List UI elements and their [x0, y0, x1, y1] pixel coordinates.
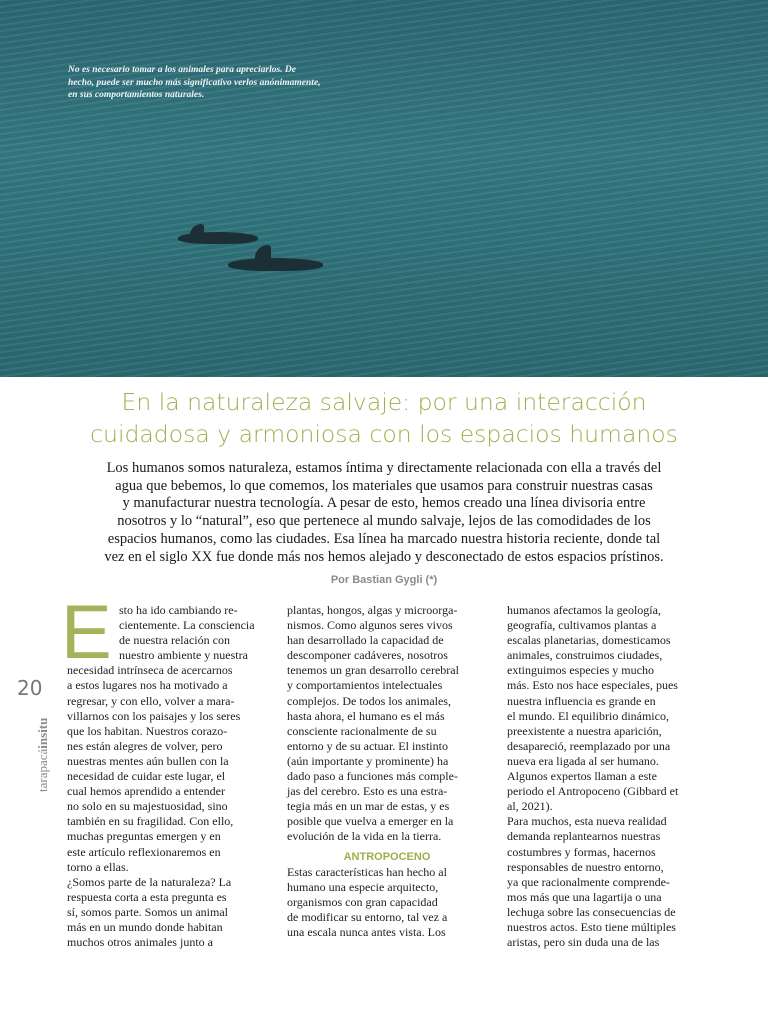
text-line: Para muchos, esta nueva realidad [507, 814, 667, 829]
caption-line: hecho, puede ser mucho más significativo verlos anónimamente, [68, 77, 321, 88]
text-line: entorno y de su actuar. El instinto [287, 738, 448, 753]
text-line: geografía, cultivamos plantas a [507, 618, 657, 633]
title-line: cuidadosa y armoniosa con los espacios humanos [90, 420, 678, 448]
text-line: dado paso a funciones más comple- [287, 769, 458, 784]
text-line: nuestros actos. Esto tiene múltiples [507, 919, 676, 934]
text-line: jas del cerebro. Esto es una estra- [287, 784, 448, 799]
magazine-name-light: tarapacá [35, 748, 50, 792]
text-line: nueva era ligada al ser humano. [507, 753, 659, 768]
text-line: evolución de la vida en la tierra. [287, 829, 442, 844]
article-title [0, 386, 768, 450]
section-heading: ANTROPOCENO [343, 850, 431, 863]
text-line: agua que bebemos, lo que comemos, los materiales que usamos para construir nuestras casas [115, 477, 653, 494]
text-line: el mundo. El equilibrio dinámico, [507, 708, 669, 723]
text-line: nuestro ambiente y nuestra [119, 648, 248, 663]
text-line: Estas características han hecho al [287, 864, 447, 879]
text-line: que los habitan. Nuestros corazo- [67, 723, 228, 738]
text-line: organismos con gran capacidad [287, 894, 438, 909]
article-header [0, 386, 768, 586]
text-line: ya que racionalmente comprende- [507, 874, 670, 889]
text-line: extinguimos especies y mucho [507, 663, 654, 678]
text-line: a estos lugares nos ha motivado a [67, 678, 228, 693]
text-line: costumbres y formas, hacernos [507, 844, 656, 859]
text-line: tenemos un gran desarrollo cerebral [287, 663, 459, 678]
text-line: descomponer cadáveres, nosotros [287, 648, 448, 663]
text-line: tegia más en un mar de estas, y es [287, 799, 450, 814]
text-line: lechuga sobre las consecuencias de [507, 904, 676, 919]
text-line: muchas preguntas emergen y en [67, 829, 221, 844]
text-line: de nuestra relación con [119, 633, 230, 648]
photo-caption [68, 64, 368, 102]
text-line: también en su fragilidad. Con ello, [67, 814, 234, 829]
text-line: preexistente a nuestra aparición, [507, 723, 662, 738]
text-line: ¿Somos parte de la naturaleza? La [67, 874, 232, 889]
text-line: nuestras mentes aún bullen con la [67, 753, 229, 768]
ocean-photo [0, 0, 768, 377]
text-line: mos más que una lagartija o una [507, 889, 662, 904]
text-line: escalas planetarias, domesticamos [507, 633, 671, 648]
text-line: al, 2021). [507, 799, 553, 814]
text-line: nosotros y lo “natural”, eso que pertenece al mundo salvaje, lejos de las comodidades de los [117, 513, 651, 530]
text-line: una escala nunca antes vista. Los [287, 924, 446, 939]
column-3 [507, 603, 707, 950]
text-line: (aún importante y prominente) ha [287, 753, 449, 768]
text-line: cientemente. La consciencia [119, 618, 255, 633]
byline: Por Bastian Gygli (*) [330, 574, 438, 587]
article-intro [54, 460, 714, 566]
text-line: hasta ahora, el humano es el más [287, 708, 445, 723]
text-line: este artículo reflexionaremos en [67, 844, 221, 859]
caption-line: No es necesario tomar a los animales para apreciarlos. De [68, 65, 296, 75]
text-line: villarnos con los paisajes y los seres [67, 708, 241, 723]
text-line: humanos afectamos la geología, [507, 603, 661, 617]
text-line: no solo en su majestuosidad, sino [67, 799, 228, 814]
text-line: espacios humanos, como las ciudades. Esa línea ha marcado nuestra historia reciente, donde tal [107, 530, 661, 547]
page-number: 20 [17, 676, 43, 700]
text-line: complejos. De todos los animales, [287, 693, 451, 708]
text-line: han desarrollado la capacidad de [287, 633, 444, 648]
text-line: aristas, pero sin duda una de las [507, 935, 660, 950]
text-line: más en un mundo donde habitan [67, 919, 223, 934]
text-line: nuestra influencia es grande en [507, 693, 656, 708]
title-line: En la naturaleza salvaje: por una interacción [121, 388, 647, 416]
column-1 [67, 603, 267, 950]
text-line: desapareció, reemplazado por una [507, 738, 671, 753]
text-line: cual hemos aprendido a entender [67, 784, 225, 799]
caption-line: en sus comportamientos naturales. [68, 90, 205, 100]
text-line: sí, somos parte. Somos un animal [67, 904, 228, 919]
text-line: periodo el Antropoceno (Gibbard et [507, 784, 679, 799]
text-line: humano una especie arquitecto, [287, 879, 439, 894]
text-line: sto ha ido cambiando re- [119, 603, 238, 617]
text-line: más. Esto nos hace especiales, pues [507, 678, 678, 693]
text-line: Algunos expertos llaman a este [507, 769, 657, 784]
text-line: animales, construimos ciudades, [507, 648, 663, 663]
magazine-name [36, 718, 50, 792]
magazine-name-bold: insitu [35, 717, 50, 749]
text-line: de modificar su entorno, tal vez a [287, 909, 448, 924]
text-line: muchos otros animales junto a [67, 935, 213, 950]
text-line: vez en el siglo XX fue donde más nos hemos alejado y desconectado de estos espacios prístinos. [104, 548, 664, 565]
text-line: necesidad intrínseca de acercarnos [67, 663, 233, 678]
text-line: consciente racionalmente de su [287, 723, 437, 738]
dolphin-fin [190, 224, 204, 238]
text-line: Los humanos somos naturaleza, estamos íntima y directamente relacionada con ella a través del [106, 460, 662, 476]
dolphin-fin [255, 245, 271, 261]
text-line: nes están alegres de volver, pero [67, 738, 223, 753]
text-line: responsables de nuestro entorno, [507, 859, 664, 874]
text-line: y comportamientos intelectuales [287, 678, 443, 693]
text-line: plantas, hongos, algas y microorga- [287, 603, 458, 617]
drop-cap: E [61, 590, 112, 675]
text-line: torno a ellas. [67, 859, 129, 874]
text-line: y manufacturar nuestra tecnología. A pesar de esto, hemos creado una línea divisoria entre [122, 495, 646, 512]
column-2 [287, 603, 487, 940]
text-line: posible que vuelva a emerger en la [287, 814, 454, 829]
text-line: necesidad de cuidar este lugar, el [67, 769, 226, 784]
text-line: nismos. Como algunos seres vivos [287, 618, 453, 633]
text-line: respuesta corta a esta pregunta es [67, 889, 227, 904]
text-line: regresar, y con ello, volver a mara- [67, 693, 235, 708]
text-line: demanda replantearnos nuestras [507, 829, 661, 844]
dolphin [228, 258, 323, 271]
